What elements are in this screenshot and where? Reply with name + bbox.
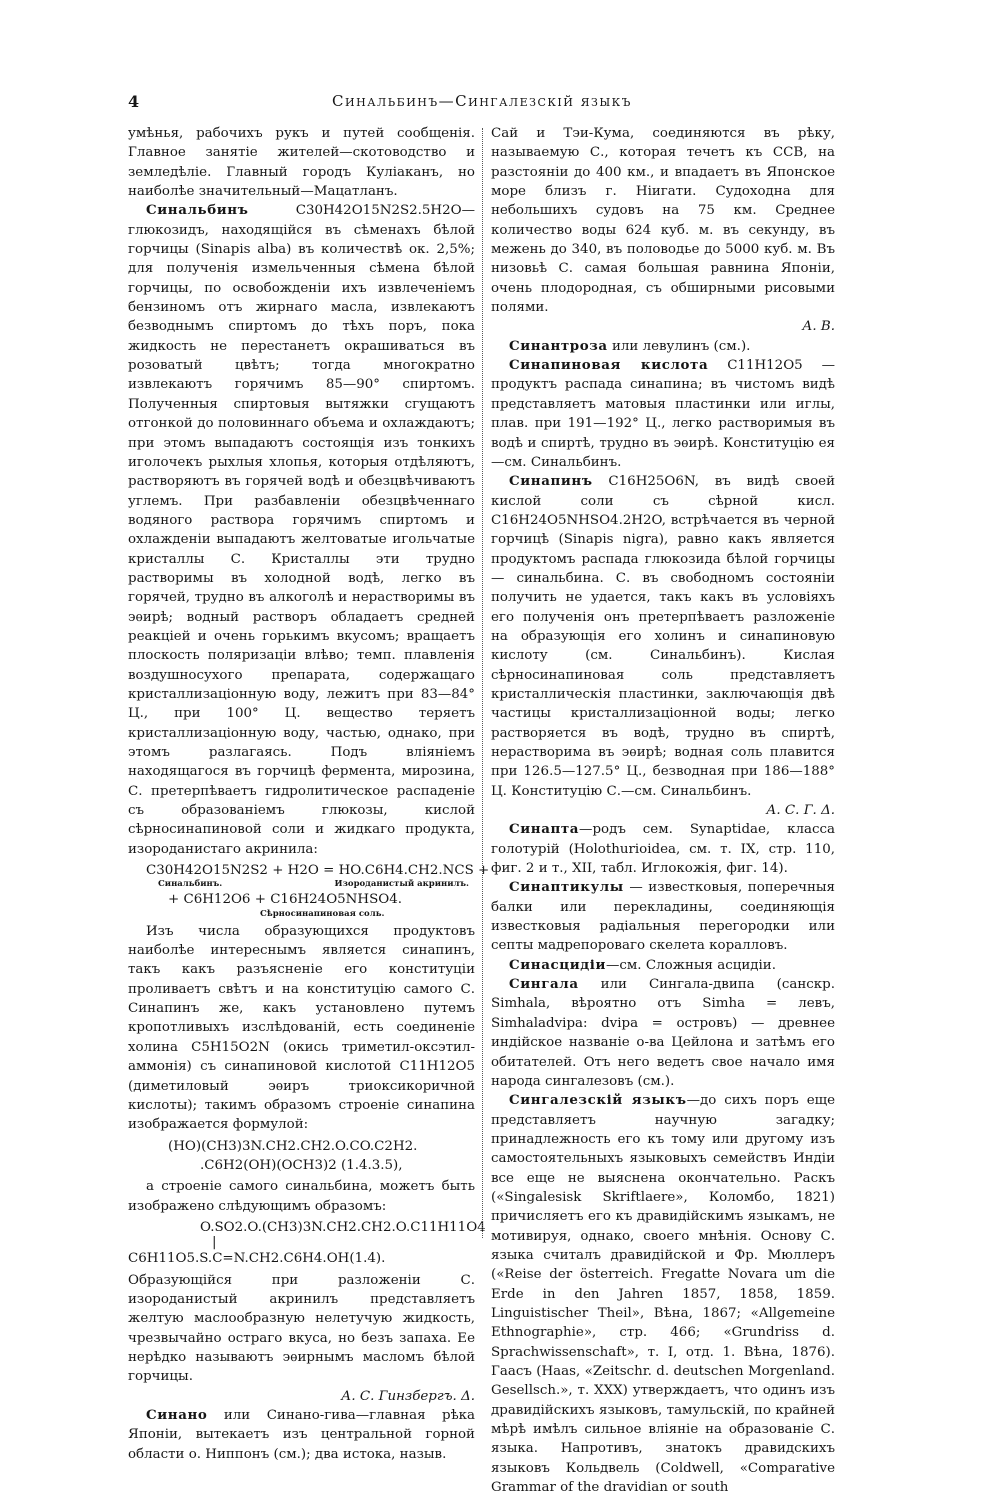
page-number: 4: [128, 92, 140, 111]
formula-hydrolysis: [128, 861, 490, 920]
formula-line: (HO)(CH3)3N.CH2.CH2.O.CO.C2H2.: [168, 1138, 418, 1154]
formula-line: .C6H2(OH)(OCH3)2 (1.4.3.5),: [200, 1157, 403, 1173]
formula-sinalbin: [128, 1218, 486, 1269]
right-column: [491, 124, 835, 1497]
article-sinaptikuly: [491, 878, 835, 955]
formula-line: + C6H12O6 + C16H24O5NHSO4.: [168, 892, 403, 908]
formula-connector: |: [212, 1235, 217, 1251]
article-sinapinovaya-kislota: [491, 356, 835, 472]
author-signature: А. С. Г. Δ.: [766, 803, 835, 819]
formula-line: O.SO2.O.(CH3)3N.CH2.CH2.O.C11H11O4: [200, 1219, 486, 1235]
paragraph: Изъ числа образующихся продуктовъ наиболѣе интереснымъ является синапинъ, такъ какъ разъясненіе его конституціи проливаетъ свѣтъ и на конституцію самого С. Синапинъ же, какъ установлено путемъ кропотливыхъ изслѣдованій, есть соединеніе холина C5H15O2N (окись триметил-оксэтил-аммонія) съ синапиновой кислотой C11H12O5 (диметиловый эѳиръ триоксикоричной кислоты); такимъ образомъ строеніе синапина изображается формулой:: [128, 923, 475, 1133]
headword: Сингала: [509, 976, 579, 993]
headword: Синальбинъ: [146, 202, 249, 219]
article-text: или Сингала-двипа (санскр. Simhala, вѣроятно отъ Simha = левъ, Simhaladvipa: dvipa = островъ) — древнее индійское названіе о-ва Цейлона и затѣмъ его обитателей. Отъ него ведетъ свое начало имя народа сингалезовъ (см.).: [491, 977, 835, 1089]
author-signature: А. В.: [802, 319, 835, 335]
paragraph: умѣнья, рабочихъ рукъ и путей сообщенія. Главное занятіе жителей—скотоводство и земледѣліе. Главный городъ Куліаканъ, но наиболѣе значительный—Мацатланъ.: [128, 126, 475, 200]
headword: Синапта: [509, 821, 580, 838]
article-text: или Синано-гива—главная рѣка Японіи, вытекаетъ изъ центральной горной области о. Ниппонъ (см.); два истока, назыв.: [128, 1408, 475, 1462]
running-title: Синальбинъ—Сингалезскій языкъ: [332, 92, 632, 110]
headword: Синапиновая кислота: [509, 357, 709, 374]
article-text: C30H42O15N2S2.5H2O—глюкозидъ, находящійся въ сѣменахъ бѣлой горчицы (Sinapis alba) въ количествѣ ок. 2,5%; для полученія измельченныя сѣмена бѣлой горчицы, по освобожденіи ихъ извлеченіемъ бензиномъ отъ жирнаго масла, извлекаютъ безводнымъ спиртомъ до тѣхъ поръ, пока жидкость не перестанетъ окрашиваться въ розоватый цвѣтъ; тогда многократно извлекаютъ горячимъ 85—90° спиртомъ. Полученныя спиртовыя вытяжки сгущаютъ отгонкой до половиннаго объема и охлаждаютъ; при этомъ выпадаютъ состоящія изъ тонкихъ иголочекъ рыхлыя хлопья, которыя отдѣляютъ, растворяютъ въ горячей водѣ и обезцвѣчиваютъ углемъ. При разбавленіи обезцвѣченнаго водяного раствора горячимъ спиртомъ и охлажденіи выпадаютъ желтоватые игольчатые кристаллы С. Кристаллы эти трудно растворимы въ холодной водѣ, легко въ горячей, трудно въ алкоголѣ и нерастворимы въ эѳирѣ; водный растворъ обладаетъ средней реакціей и очень горькимъ вкусомъ; вращаетъ плоскость поляризаціи влѣво; темп. плавленія воздушносухого препарата, содержащаго кристаллизаціонную воду, лежитъ при 83—84° Ц., при 100° Ц. вещество теряетъ кристаллизаціонную воду, частью, однако, при этомъ разлагаясь. Подъ вліяніемъ находящагося въ горчицѣ фермента, мирозина, С. претерпѣваетъ гидролитическое распаденіе съ образованіемъ глюкозы, кислой сѣрносинапиновой соли и жидкаго продукта, изороданистаго акринила:: [128, 203, 475, 857]
headword: Синано: [146, 1407, 208, 1423]
article-text: —родъ сем. Synaptidae, класса голотурій (Holothurioidea, см. т. IX, стр. 110, фиг. 2 и т., XII, табл. Иглокожія, фиг. 14).: [491, 822, 835, 877]
formula-label: Изороданистый акринилъ.: [334, 879, 469, 890]
article-sinalbin: [128, 201, 475, 859]
article-text: —см. Сложныя асцидіи.: [606, 957, 776, 973]
headword: Синасцидіи: [509, 956, 606, 973]
article-text: —до сихъ поръ еще представляетъ научную загадку; принадлежность его къ тому или другому изъ самостоятельныхъ языковыхъ семействъ Индіи все еще не выяснена окончательно. Раскъ («Singalesisk Skriftlaere», Коломбо, 1821) причисляетъ его къ дравидійскимъ языкамъ, не мотивируя, однако, своего мнѣнія. Основу С. языка считалъ дравидійской и Фр. Мюллеръ («Reise der österreich. Fregatte Novara um die Erde in den Jahren 1857, 1858, 1859. Linguistischer Theil», Вѣна, 1867; «Allgemeine Ethnographie», стр. 466; «Grundriss d. Sprachwissenschaft», т. I, отд. 1. Вѣна, 1876). Гаасъ (Haas, «Zeitschr. d. deutschen Morgenland. Gesellsch.», т. XXX) утверждаетъ, что одинъ изъ дравидійскихъ языковъ, тамульскій, по крайней мѣрѣ имѣлъ сильное вліяніе на образованіе С. языка. Напротивъ, знатокъ дравидскихъ языковъ Кольдвель (Coldwell, «Comparative Grammar of the dravidian or south: [491, 1093, 836, 1496]
paragraph: Сай и Тэи-Кума, соединяются въ рѣку, называемую С., которая течетъ къ ССВ, на разстояніи до 400 км., и впадаетъ въ Японское море близъ г. Ніигати. Судоходна для небольшихъ судовъ на 75 км. Среднее количество воды 624 куб. м. въ секунду, въ межень до 340, въ половодье до 5000 куб. м. Въ низовьѣ С. самая большая равнина Японіи, очень плодородная, съ обширными рисовыми полями.: [491, 126, 835, 316]
paragraph: Образующійся при разложеніи С. изороданистый акринилъ представляетъ желтую маслообразную нелетучую жидкость, чрезвычайно остраго вкуса, но безъ запаха. Ее нерѣдко называютъ эѳирнымъ масломъ бѣлой горчицы.: [128, 1272, 475, 1385]
formula-line: C6H11O5.S.C=N.CH2.C6H4.OH(1.4).: [128, 1251, 386, 1267]
article-sinantroza: [491, 337, 835, 356]
article-sinano: [128, 1406, 475, 1464]
article-sinapin: [491, 472, 835, 801]
article-text: C16H25O6N, въ видѣ своей кислой соли съ сѣрной кисл. C16H24O5NHSO4.2H2O, встрѣчается въ черной горчицѣ (Sinapis nigra), равно какъ является продуктомъ распада глюкозида бѣлой горчицы — синальбина. С. въ свободномъ состояніи получить не удается, такъ какъ въ условіяхъ его полученія онъ претерпѣваетъ разложеніе на образующія его холинъ и синапиновую кислоту (см. Синальбинъ). Кислая сѣрносинапиновая соль представляетъ кристаллическія пластинки, заключающія двѣ частицы кристаллизаціонной воды; легко растворяется въ водѣ, трудно въ спиртѣ, нерастворима въ эѳирѣ; водная соль плавится при 126.5—127.5° Ц., безводная при 186—188° Ц. Конституцію С.—см. Синальбинъ.: [491, 474, 835, 799]
formula-line: C30H42O15N2S2 + H2O = HO.C6H4.CH2.NCS +: [146, 863, 490, 879]
formula-label: Сѣрносинапиновая соль.: [260, 908, 385, 919]
headword: Синапинъ: [509, 473, 593, 490]
article-text: C11H12O5 — продуктъ распада синапина; въ чистомъ видѣ представляетъ матовыя пластинки или иглы, плав. при 191—192° Ц., легко растворимыя въ водѣ и спиртѣ, трудно въ эѳирѣ. Конституцію ея—см. Синальбинъ.: [491, 358, 836, 470]
left-column: [128, 124, 490, 1464]
paragraph: а строеніе самого синальбина, можетъ быть изображено слѣдующимъ образомъ:: [128, 1179, 475, 1214]
formula-sinapin: [128, 1137, 475, 1176]
author-signature: А. С. Гинзбергъ. Δ.: [341, 1388, 475, 1404]
article-sinascidii: [491, 956, 835, 975]
headword: Синаптикулы: [509, 879, 624, 896]
article-text: — известковыя, поперечныя балки или перекладины, соединяющія известковыя радіальныя перегородки или септы мадрепороваго скелета коралловъ.: [491, 880, 835, 954]
article-singalezskiy-yazyk: [491, 1091, 835, 1497]
headword: Сингалезскій языкъ: [509, 1092, 687, 1109]
formula-label: Синальбинъ.: [158, 879, 223, 890]
page-header: [128, 92, 836, 114]
article-text: или левулинъ (см.).: [611, 338, 751, 354]
article-sinapta: [491, 820, 835, 878]
headword: Синантроза: [509, 337, 608, 354]
column-divider: [482, 128, 483, 1238]
article-singala: [491, 975, 835, 1091]
